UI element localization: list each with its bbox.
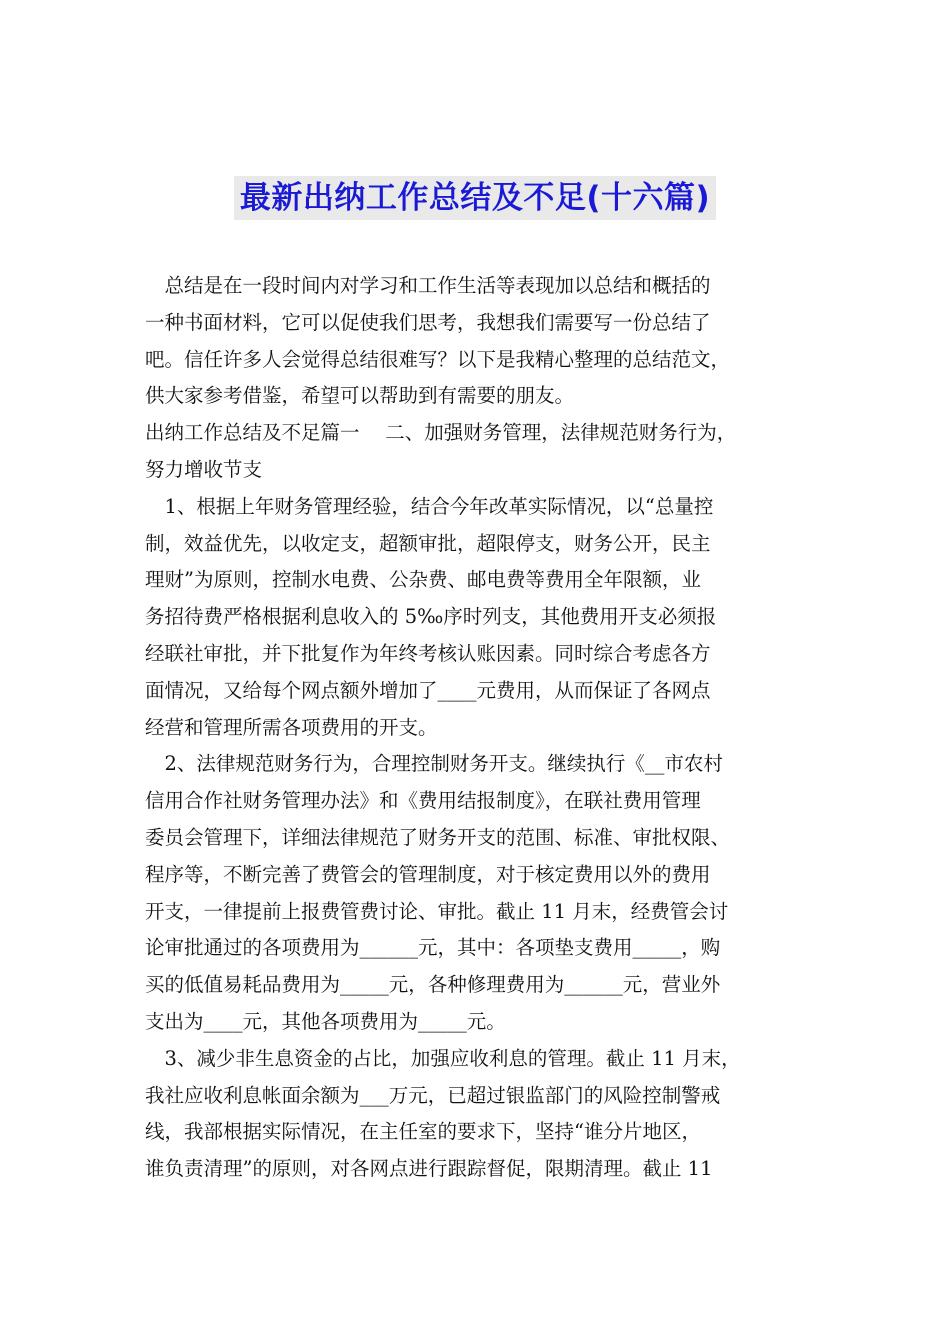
paragraph-line: 开支，一律提前上报费管费讨论、审批。截止 11 月末，经费管会讨 bbox=[145, 899, 729, 923]
paragraph-line: 3、减少非生息资金的占比，加强应收利息的管理。截止 11 月末， bbox=[145, 1046, 741, 1070]
paragraph-line: 买的低值易耗品费用为_____元，各种修理费用为______元，营业外 bbox=[145, 973, 721, 997]
document-title: 最新出纳工作总结及不足(十六篇) bbox=[234, 176, 716, 220]
paragraph-line: 委员会管理下，详细法律规范了财务开支的范围、标准、审批权限、 bbox=[145, 825, 731, 849]
title-container bbox=[0, 176, 950, 220]
section-heading-line: 努力增收节支 bbox=[145, 457, 263, 481]
paragraph-line: 供大家参考借鉴，希望可以帮助到有需要的朋友。 bbox=[145, 384, 575, 408]
paragraph-line: 2、法律规范财务行为，合理控制财务开支。继续执行《__市农村 bbox=[145, 752, 723, 776]
paragraph-line: 经联社审批，并下批复作为年终考核认账因素。同时综合考虑各方 bbox=[145, 641, 711, 665]
paragraph-line: 支出为____元，其他各项费用为_____元。 bbox=[145, 1009, 506, 1033]
paragraph-line: 理财”为原则，控制水电费、公杂费、邮电费等费用全年限额，业 bbox=[145, 568, 701, 592]
paragraph-line: 经营和管理所需各项费用的开支。 bbox=[145, 715, 438, 739]
paragraph-line: 程序等，不断完善了费管会的管理制度，对于核定费用以外的费用 bbox=[145, 862, 711, 886]
paragraph-line: 1、根据上年财务管理经验，结合今年改革实际情况，以“总量控 bbox=[145, 494, 714, 518]
paragraph-line: 一种书面材料，它可以促使我们思考，我想我们需要写一份总结了 bbox=[145, 310, 711, 334]
paragraph-line: 线，我部根据实际情况，在主任室的要求下，坚持“谁分片地区， bbox=[145, 1120, 701, 1144]
paragraph-line: 务招待费严格根据利息收入的 5‰序时列支，其他费用开支必须报 bbox=[145, 605, 717, 629]
paragraph-line: 信用合作社财务管理办法》和《费用结报制度》，在联社费用管理 bbox=[145, 789, 701, 813]
document-body bbox=[145, 268, 835, 1188]
paragraph-line: 谁负责清理”的原则，对各网点进行跟踪督促，限期清理。截止 11 bbox=[145, 1157, 713, 1181]
paragraph-line: 面情况，又给每个网点额外增加了____元费用，从而保证了各网点 bbox=[145, 678, 711, 702]
paragraph-line: 制，效益优先，以收定支，超额审批，超限停支，财务公开，民主 bbox=[145, 531, 711, 555]
section-heading-line: 出纳工作总结及不足篇一 二、加强财务管理，法律规范财务行为， bbox=[145, 421, 737, 445]
paragraph-line: 论审批通过的各项费用为______元，其中：各项垫支费用_____，购 bbox=[145, 936, 721, 960]
paragraph-line: 吧。信任许多人会觉得总结很难写？以下是我精心整理的总结范文， bbox=[145, 347, 731, 371]
paragraph-line: 总结是在一段时间内对学习和工作生活等表现加以总结和概括的 bbox=[145, 274, 711, 297]
paragraph-line: 我社应收利息帐面余额为___万元，已超过银监部门的风险控制警戒 bbox=[145, 1083, 721, 1107]
